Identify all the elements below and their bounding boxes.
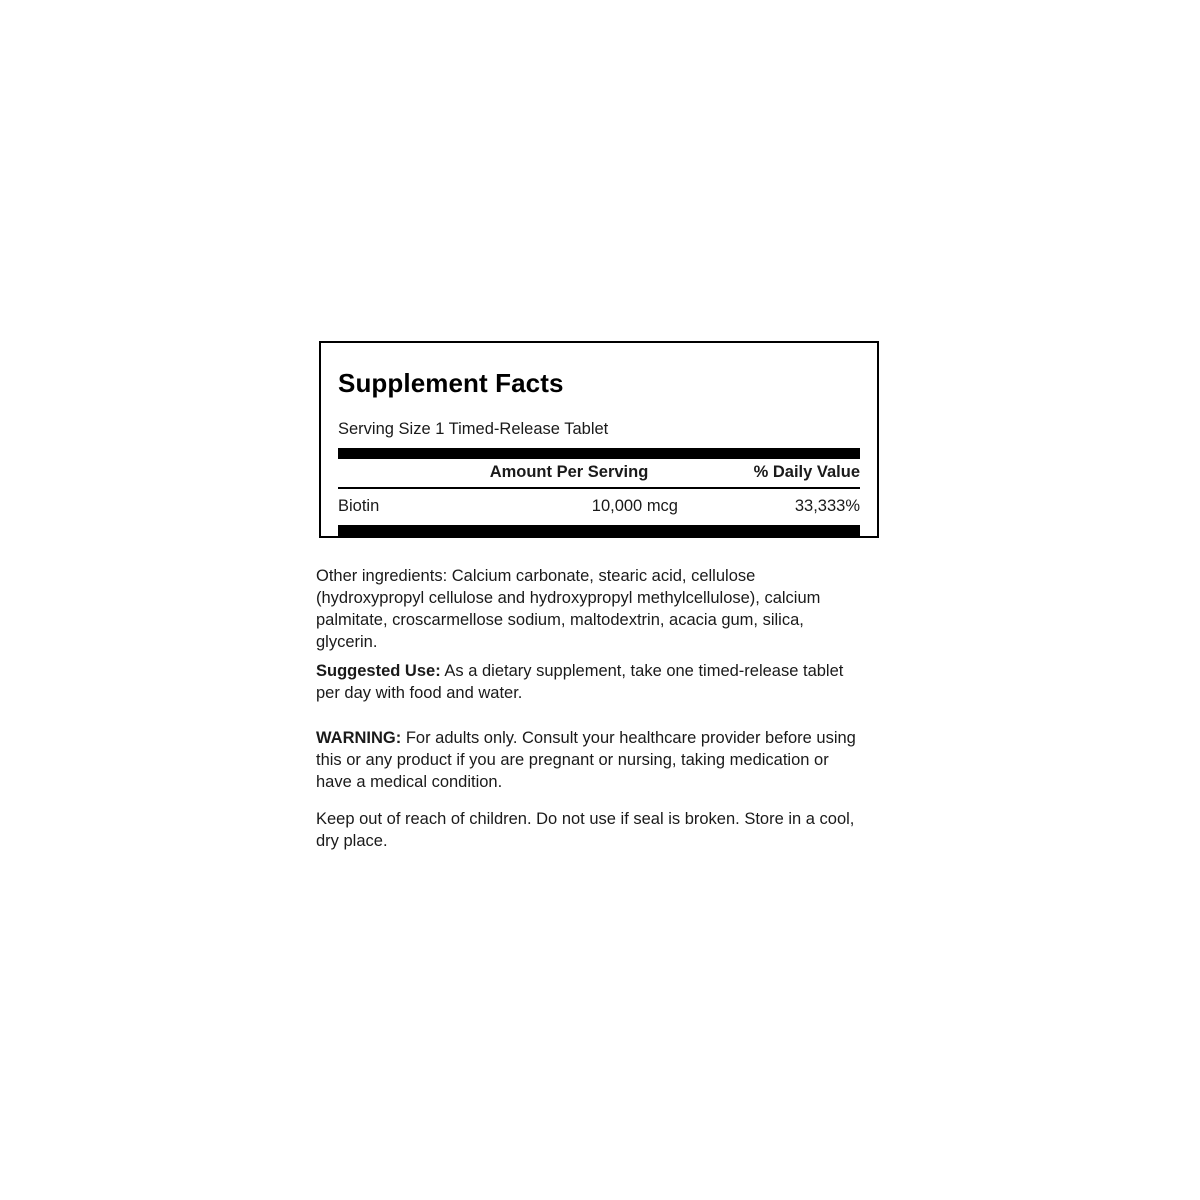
supplement-facts-title: Supplement Facts	[338, 368, 564, 398]
header-daily-value: % Daily Value	[753, 463, 860, 482]
nutrient-amount: 10,000 mcg	[591, 497, 678, 516]
nutrient-name: Biotin	[338, 497, 380, 516]
rule-thick-top	[338, 448, 860, 459]
warning-block	[316, 728, 868, 794]
table-row	[338, 489, 860, 525]
header-amount-per-serving: Amount Per Serving	[489, 463, 649, 482]
warning-label: WARNING:	[316, 729, 402, 747]
nutrient-daily-value: 33,333%	[794, 497, 860, 516]
suggested-use-label: Suggested Use:	[316, 662, 441, 680]
other-ingredients-text: Other ingredients: Calcium carbonate, stearic acid, cellulose (hydroxypropyl cellulose and hydroxypropyl methylcellulose), calcium palmitate, croscarmellose sodium, maltodextrin, acacia gum, silica, glycerin.	[316, 567, 821, 651]
serving-size-text: Serving Size 1 Timed-Release Tablet	[338, 419, 609, 438]
table-header-row	[338, 459, 860, 487]
storage-text: Keep out of reach of children. Do not use if seal is broken. Store in a cool, dry place.	[316, 810, 855, 850]
warning-text: For adults only. Consult your healthcare provider before using this or any product if you are pregnant or nursing, taking medication or have a medical condition.	[316, 729, 856, 791]
suggested-use-block	[316, 661, 868, 705]
supplement-facts-panel	[319, 341, 879, 538]
rule-thick-bottom	[338, 525, 860, 536]
suggested-use-text: As a dietary supplement, take one timed-release tablet per day with food and water.	[316, 662, 844, 702]
